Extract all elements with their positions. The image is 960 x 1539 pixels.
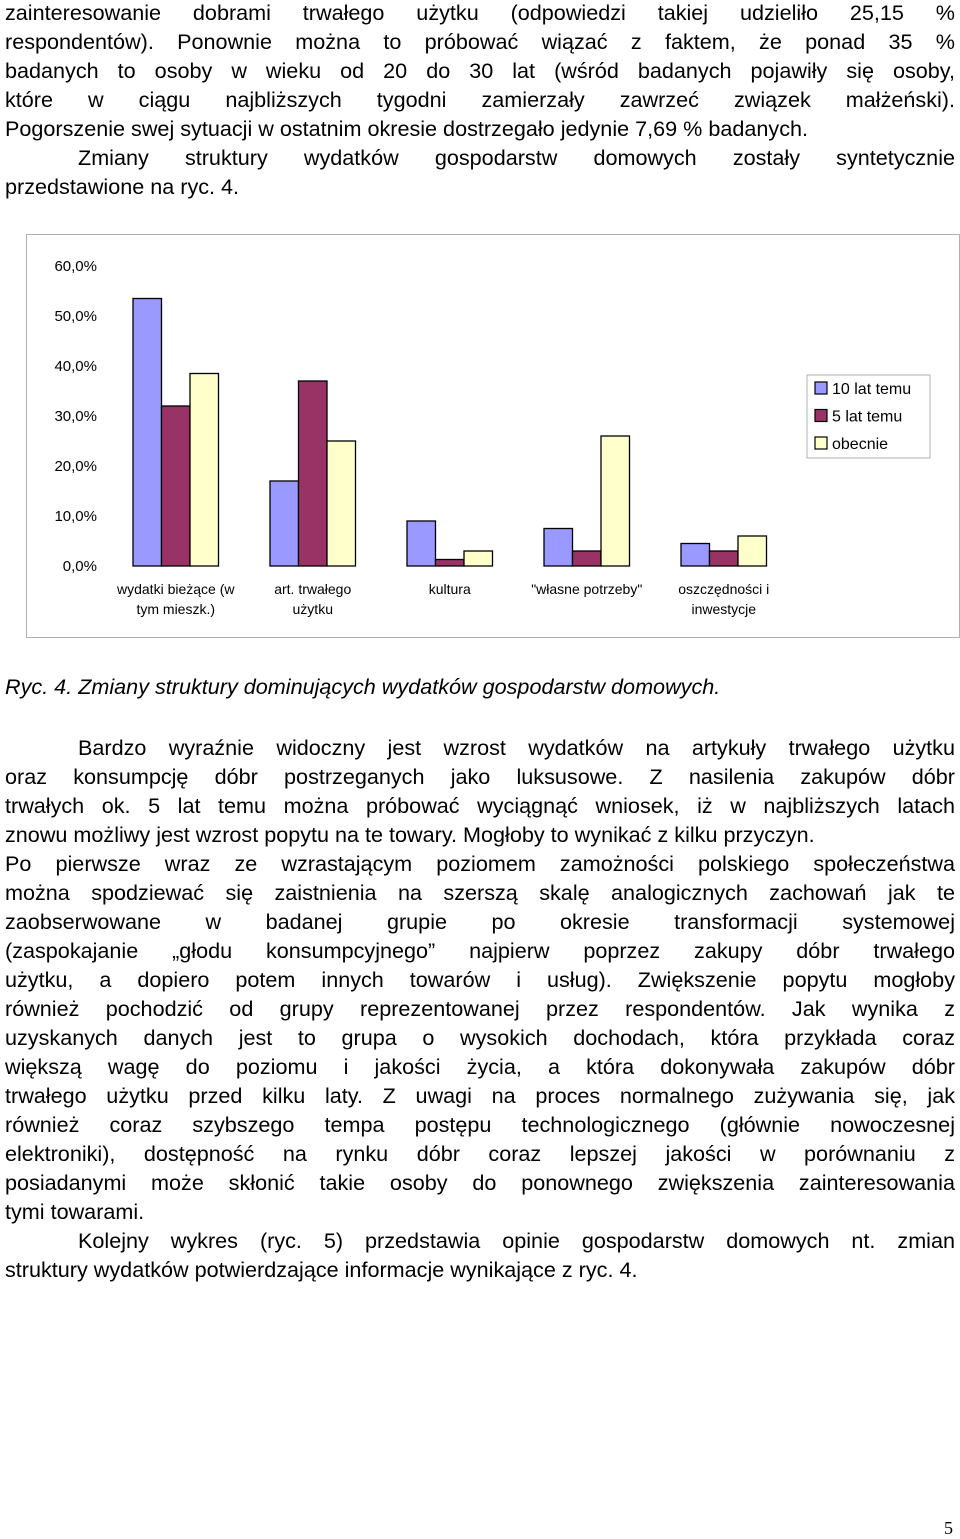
body-paragraph xyxy=(5,733,955,1284)
page-number: 5 xyxy=(944,1518,953,1538)
text-line: można spodziewać się zaistnienia na szerszą skalę analogicznych zachowań jak te xyxy=(5,880,955,905)
text-line: również coraz szybszego tempa postępu technologicznego (głównie nowoczesnej xyxy=(5,1112,955,1137)
figure-caption: Ryc. 4. Zmiany struktury dominujących wydatków gospodarstw domowych. xyxy=(5,674,721,699)
bar xyxy=(464,551,493,566)
text-line: (zaspokajanie „głodu konsumpcyjnego” najpierw poprzez zakupy dóbr trwałego xyxy=(5,938,955,963)
text-line: Kolejny wykres (ryc. 5) przedstawia opinie gospodarstw domowych nt. zmian xyxy=(78,1228,955,1253)
text-line: badanych to osoby w wieku od 20 do 30 lat (wśród badanych pojawiły się osoby, xyxy=(5,58,955,83)
bar xyxy=(299,381,328,566)
text-line: elektroniki), dostępność na rynku dóbr coraz lepszej jakości w porównaniu z xyxy=(5,1141,955,1166)
bar xyxy=(601,436,630,566)
bar xyxy=(436,560,465,567)
bar xyxy=(573,551,602,566)
bar xyxy=(407,521,436,566)
text-line: uzyskanych danych jest to grupa o wysokich dochodach, która przykłada coraz xyxy=(5,1025,955,1050)
category-label: oszczędności i xyxy=(678,581,770,597)
text-line: respondentów). Ponownie można to próbować wiązać z faktem, że ponad 35 % xyxy=(5,29,955,54)
text-line: Zmiany struktury wydatków gospodarstw domowych zostały syntetycznie xyxy=(78,145,955,170)
legend-swatch xyxy=(815,437,827,449)
y-tick-label: 60,0% xyxy=(54,258,97,275)
text-line: Bardzo wyraźnie widoczny jest wzrost wydatków na artykuły trwałego użytku xyxy=(78,735,955,760)
bar xyxy=(133,299,162,567)
bar-chart xyxy=(26,234,960,638)
category-label: użytku xyxy=(292,601,333,617)
category-label: "własne potrzeby" xyxy=(531,581,643,597)
text-line: Pogorszenie swej sytuacji w ostatnim okresie dostrzegało jedynie 7,69 % badanych. xyxy=(5,116,808,141)
text-line: znowu możliwy jest wzrost popytu na te towary. Mogłoby to wynikać z kilku przyczyn. xyxy=(5,822,815,847)
text-line: przedstawione na ryc. 4. xyxy=(5,174,240,199)
text-line: większą wagę do poziomu i jakości życia, a która dokonywała zakupów dóbr xyxy=(5,1054,955,1079)
bar xyxy=(738,536,767,566)
legend-label: obecnie xyxy=(832,436,889,453)
y-tick-label: 0,0% xyxy=(62,558,97,575)
category-label: art. trwałego xyxy=(274,581,352,597)
text-line: oraz konsumpcję dóbr postrzeganych jako luksusowe. Z nasilenia zakupów dóbr xyxy=(5,764,955,789)
bar xyxy=(190,374,219,567)
category-label: kultura xyxy=(428,581,471,597)
legend-swatch xyxy=(815,410,827,422)
text-line: Po pierwsze wraz ze wzrastającym poziomem zamożności polskiego społeczeństwa xyxy=(5,851,955,876)
legend-swatch xyxy=(815,382,827,394)
text-line: trwałego użytku przed kilku laty. Z uwagi na proces normalnego zużywania się, jak xyxy=(5,1083,955,1108)
text-line: zaobserwowane w badanej grupie po okresie transformacji systemowej xyxy=(5,909,955,934)
category-label: tym mieszk.) xyxy=(136,601,216,617)
bar xyxy=(327,441,356,566)
text-line: tymi towarami. xyxy=(5,1199,145,1224)
bar xyxy=(544,529,573,567)
legend-label: 10 lat temu xyxy=(832,381,912,398)
bar xyxy=(681,544,710,567)
category-label: inwestycje xyxy=(691,601,757,617)
text-line: struktury wydatków potwierdzające informacje wynikające z ryc. 4. xyxy=(5,1257,638,1282)
intro-paragraph xyxy=(5,0,955,201)
text-line: trwałych ok. 5 lat temu można próbować wyciągnąć wniosek, iż w najbliższych latach xyxy=(5,793,955,818)
text-line: które w ciągu najbliższych tygodni zamierzały zawrzeć związek małżeński). xyxy=(5,87,955,112)
category-label: wydatki bieżące (w xyxy=(117,581,235,597)
y-tick-label: 10,0% xyxy=(54,508,97,525)
text-line: również pochodzić od grupy reprezentowanej przez respondentów. Jak wynika z xyxy=(5,996,955,1021)
y-tick-label: 50,0% xyxy=(54,308,97,325)
y-tick-label: 20,0% xyxy=(54,458,97,475)
chart-canvas xyxy=(27,235,960,639)
bar xyxy=(270,481,299,566)
text-line: zainteresowanie dobrami trwałego użytku (odpowiedzi takiej udzieliło 25,15 % xyxy=(5,0,955,25)
bar xyxy=(710,551,739,566)
bar xyxy=(162,406,191,566)
text-line: użytku, a dopiero potem innych towarów i usług). Zwiększenie popytu mogłoby xyxy=(5,967,955,992)
legend-label: 5 lat temu xyxy=(832,408,903,426)
y-tick-label: 40,0% xyxy=(54,358,97,375)
text-line: posiadanymi może skłonić takie osoby do ponownego zwiększenia zainteresowania xyxy=(5,1170,955,1195)
y-tick-label: 30,0% xyxy=(54,408,97,425)
